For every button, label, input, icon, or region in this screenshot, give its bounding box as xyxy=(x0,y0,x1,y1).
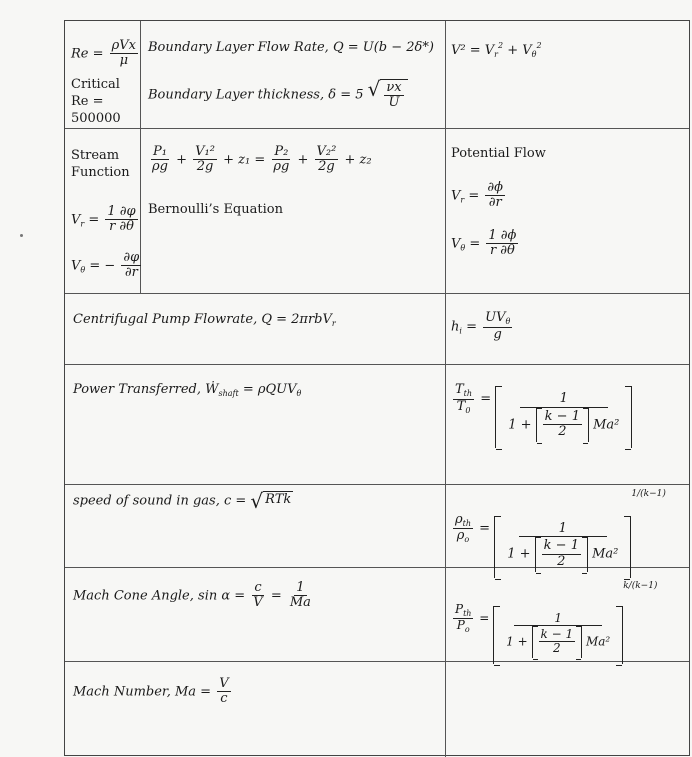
mc-den2: Ma xyxy=(289,595,311,611)
reynolds-formula xyxy=(71,39,140,69)
temp-k-den: 2 xyxy=(558,424,567,440)
scan-speck xyxy=(20,234,23,237)
head-sub: i xyxy=(459,326,462,336)
temp-den: T xyxy=(456,398,466,414)
re-lhs: Re = xyxy=(71,46,104,62)
rho-ma: Ma² xyxy=(592,546,619,562)
stream-vtheta xyxy=(71,251,143,281)
row-divider xyxy=(65,364,689,365)
bern-2g-1: 2g xyxy=(196,159,214,175)
sound-text: speed of sound in gas, c = xyxy=(73,493,247,509)
stream-function-label xyxy=(71,147,130,181)
vr-eq: = xyxy=(88,212,100,228)
critical-re xyxy=(71,76,121,127)
row-divider xyxy=(65,128,689,129)
mn-num: V xyxy=(219,676,229,691)
sound-rad: RTk xyxy=(263,491,293,511)
temp-num: T xyxy=(455,382,464,397)
power-sub: shaft xyxy=(218,389,239,398)
density-ratio xyxy=(451,489,666,578)
temp-num-sub: th xyxy=(463,389,473,398)
temp-one: 1 xyxy=(520,392,608,407)
bl-thickness xyxy=(148,79,408,111)
bl-thickness-num: νx xyxy=(386,80,402,95)
pressure-ratio xyxy=(451,581,657,664)
bl-thickness-text: Boundary Layer thickness, δ = 5 xyxy=(148,87,364,103)
temp-onep: 1 + xyxy=(508,417,532,433)
rho-one: 1 xyxy=(519,522,607,537)
bern-z2: + z₂ xyxy=(344,152,372,168)
mach-text: Mach Number, Ma = xyxy=(73,684,212,700)
mc-num1: c xyxy=(254,580,262,595)
pr-num-sub: th xyxy=(463,608,472,618)
vt-sub: θ xyxy=(80,265,86,275)
pvr-sub: r xyxy=(460,195,465,205)
bl-thickness-den: U xyxy=(388,95,400,111)
rho-den: ρ xyxy=(456,528,465,544)
function-label: Function xyxy=(71,165,130,180)
pr-onep: 1 + xyxy=(506,634,528,649)
mc-den1: V xyxy=(253,595,263,611)
vr-num: 1 ∂φ xyxy=(107,204,136,219)
bern-v1: V₁² xyxy=(195,144,215,159)
mach-cone-text: Mach Cone Angle, sin α = xyxy=(73,588,246,604)
vel-sq-plus: + V xyxy=(507,43,532,58)
power-rhs: = ρQUV xyxy=(242,382,297,397)
rho-onep: 1 + xyxy=(507,546,531,562)
formula-sheet xyxy=(64,20,690,756)
pr-den: P xyxy=(456,618,465,633)
bern-plus-1: + xyxy=(176,152,188,168)
pump-flowrate xyxy=(73,313,336,328)
bern-plus-2: + xyxy=(297,152,309,168)
pvt-den: r ∂θ xyxy=(489,243,515,259)
pr-num: P xyxy=(455,601,464,616)
pr-den-sub: o xyxy=(464,625,470,635)
pump-text: Centrifugal Pump Flowrate, Q = 2πrbV xyxy=(73,312,332,327)
head-eq: = xyxy=(466,319,477,335)
mach-number xyxy=(73,677,233,707)
mc-num2: 1 xyxy=(296,580,305,595)
sqrt-sign: √ xyxy=(367,77,381,101)
pvt-lhs: V xyxy=(451,236,461,252)
row-divider xyxy=(65,484,689,485)
pvt-num: 1 ∂ϕ xyxy=(488,228,517,243)
sqrt-sign: √ xyxy=(250,489,264,513)
rho-den-sub: o xyxy=(464,535,470,545)
vr-lhs: V xyxy=(71,212,81,228)
temp-k-num: k − 1 xyxy=(544,408,580,424)
bern-p1: P₁ xyxy=(153,144,167,159)
temp-den-sub: 0 xyxy=(465,405,471,415)
vel-sq-sub-theta: θ xyxy=(531,50,537,59)
vr-sub: r xyxy=(80,219,85,229)
pr-k-num: k − 1 xyxy=(540,627,574,642)
bern-z1: + z₁ = xyxy=(223,152,266,168)
power-transferred xyxy=(73,383,301,398)
head-lhs: h xyxy=(451,319,460,335)
pr-one: 1 xyxy=(514,612,602,626)
pvr-num: ∂ϕ xyxy=(487,180,503,195)
rho-exponent: 1/(k−1) xyxy=(631,489,666,499)
vel-sq-sub-r: r xyxy=(494,50,498,59)
mn-den: c xyxy=(220,691,228,707)
temp-eq: = xyxy=(480,391,492,407)
stream-label: Stream xyxy=(71,148,120,163)
stream-vr xyxy=(71,205,140,235)
rho-k-den: 2 xyxy=(557,553,566,569)
bern-v2: V₂² xyxy=(316,144,337,159)
bern-rhog-2: ρg xyxy=(273,159,290,175)
head-num: UV xyxy=(485,310,506,325)
bern-2g-2: 2g xyxy=(318,159,335,175)
bern-rhog-1: ρg xyxy=(152,159,168,175)
pvr-eq: = xyxy=(468,188,480,204)
rho-num-sub: th xyxy=(462,518,472,528)
power-text: Power Transferred, Ẇ xyxy=(73,382,219,397)
head-num-sub: θ xyxy=(505,317,511,326)
vt-eq: = − xyxy=(89,258,116,274)
vt-num: ∂φ xyxy=(123,250,140,265)
bl-flow-rate: Boundary Layer Flow Rate, Q = U(b − 2δ*) xyxy=(148,40,434,55)
rho-k-num: k − 1 xyxy=(543,538,579,554)
vt-den: ∂r xyxy=(124,265,138,281)
pvt-sub: θ xyxy=(460,243,466,253)
pvt-eq: = xyxy=(469,236,481,252)
vel-sq-lhs: V² = V xyxy=(451,43,495,58)
bernoulli-equation xyxy=(148,145,372,175)
velocity-magnitude: $V^2 = V_r^2 + V_\theta^2$ xyxy=(451,41,542,59)
pr-k-den: 2 xyxy=(552,641,561,656)
potential-flow-label: Potential Flow xyxy=(451,146,546,161)
rho-eq: = xyxy=(479,521,491,536)
col-divider xyxy=(445,21,446,757)
bernoulli-label: Bernoulli’s Equation xyxy=(148,202,283,217)
pump-sub: r xyxy=(331,319,336,328)
speed-of-sound xyxy=(73,491,293,511)
potential-vtheta xyxy=(451,229,520,259)
critical-re-value: 500000 xyxy=(71,111,121,126)
critical-re-label: Re = xyxy=(71,94,104,109)
head-den: g xyxy=(493,326,502,342)
re-numerator: ρVx xyxy=(111,38,137,53)
re-denominator: μ xyxy=(119,53,129,69)
pr-eq: = xyxy=(479,611,490,625)
pump-head xyxy=(451,311,514,343)
potential-vr xyxy=(451,181,507,211)
pr-ma: Ma² xyxy=(585,634,611,649)
power-rhs-sub: θ xyxy=(296,389,302,398)
row-divider xyxy=(65,293,689,294)
rho-num: ρ xyxy=(455,511,463,527)
temperature-ratio xyxy=(451,383,632,448)
pvr-lhs: V xyxy=(451,188,461,204)
vt-lhs: V xyxy=(71,258,81,274)
bern-p2: P₂ xyxy=(274,144,289,159)
temp-ma: Ma² xyxy=(593,417,620,433)
critical-label: Critical xyxy=(71,77,120,92)
mach-cone-angle xyxy=(73,581,315,611)
vr-den: r ∂θ xyxy=(109,219,134,235)
mc-eq: = xyxy=(270,588,282,604)
pr-exponent: k/(k−1) xyxy=(623,581,658,591)
pvr-den: ∂r xyxy=(488,195,502,211)
